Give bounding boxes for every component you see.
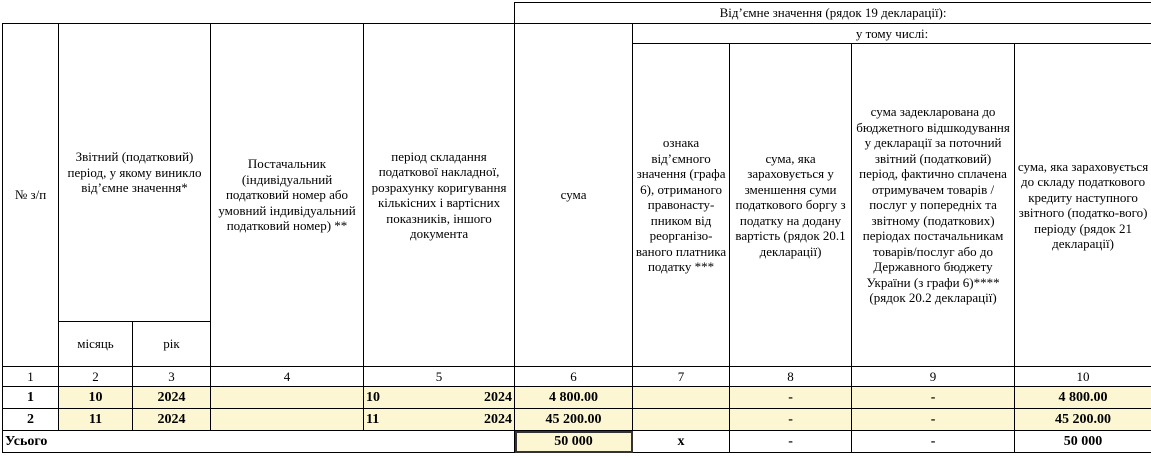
col8-cell[interactable]: -: [730, 387, 852, 409]
total-col8-cell: -: [730, 431, 852, 453]
sum-cell[interactable]: 45 200.00: [515, 409, 633, 431]
doc-month: 10: [366, 389, 380, 405]
period-month-cell[interactable]: 11: [59, 409, 133, 431]
header-doc-period: період складання податкової накладної, розрахунку коригування кількісних і вартісних показників, іншого документа: [364, 24, 515, 367]
col-number: 1: [3, 367, 59, 387]
header-col9: сума задекларована до бюджетного відшкодування у декларації за поточний звітний (податковий) період, фактично сплачена отримувачем товарів / послуг у попередніх та звітному (податкових) періодах постачальникам товарів/послуг або до Державного бюджету України (з графи 6)**** (рядок 20.2 декларації): [852, 44, 1015, 367]
total-sum-cell[interactable]: 50 000: [515, 431, 633, 453]
table-row: [3, 387, 1151, 409]
period-year-cell[interactable]: 2024: [133, 387, 211, 409]
total-row: [3, 431, 1151, 453]
col-number: 4: [211, 367, 364, 387]
header-month: місяць: [59, 322, 133, 367]
row-number: 1: [3, 387, 59, 409]
header-col10: сума, яка зараховується до складу податкового кредиту наступного звітного (податко-вого) періоду (рядок 21 декларації): [1015, 44, 1151, 367]
col9-cell[interactable]: -: [852, 387, 1015, 409]
col-number: 9: [852, 367, 1015, 387]
header-num: № з/п: [3, 24, 59, 367]
col-number: 2: [59, 367, 133, 387]
sign-cell[interactable]: [633, 409, 730, 431]
col-number: 6: [515, 367, 633, 387]
header-sign: ознака від’ємного значення (графа 6), отриманого правонасту-пником від реорганізо-ваного платника податку ***: [633, 44, 730, 367]
doc-year: 2024: [484, 389, 513, 405]
period-year-cell[interactable]: 2024: [133, 409, 211, 431]
period-month-cell[interactable]: 10: [59, 387, 133, 409]
doc-year: 2024: [484, 411, 513, 427]
header-period: Звітний (податковий) період, у якому виникло від’ємне значення*: [59, 24, 211, 322]
total-col9-cell: -: [852, 431, 1015, 453]
total-sign-cell: x: [633, 431, 730, 453]
col-number: 8: [730, 367, 852, 387]
header-sum: сума: [515, 24, 633, 367]
negative-value-header: Від’ємне значення (рядок 19 декларації):: [515, 3, 1151, 24]
row-number: 2: [3, 409, 59, 431]
col10-cell[interactable]: 4 800.00: [1015, 387, 1151, 409]
col-number: 5: [364, 367, 515, 387]
col9-cell[interactable]: -: [852, 409, 1015, 431]
col8-cell[interactable]: -: [730, 409, 852, 431]
col10-cell[interactable]: 45 200.00: [1015, 409, 1151, 431]
supplier-cell[interactable]: [211, 409, 364, 431]
col-number: 10: [1015, 367, 1151, 387]
total-col10-cell: 50 000: [1015, 431, 1151, 453]
col-number: 7: [633, 367, 730, 387]
header-year: рік: [133, 322, 211, 367]
sum-cell[interactable]: 4 800.00: [515, 387, 633, 409]
total-label: Усього: [3, 431, 515, 453]
header-col8: сума, яка зараховується у зменшення суми податкового боргу з податку на додану вартість (рядок 20.1 декларації): [730, 44, 852, 367]
including-header: у тому числі:: [633, 24, 1151, 44]
doc-period-cell[interactable]: [364, 387, 515, 409]
supplier-cell[interactable]: [211, 387, 364, 409]
column-number-row: [3, 367, 1151, 387]
sign-cell[interactable]: [633, 387, 730, 409]
doc-month: 11: [366, 411, 380, 427]
col-number: 3: [133, 367, 211, 387]
table-row: [3, 409, 1151, 431]
doc-period-cell[interactable]: [364, 409, 515, 431]
header-supplier: Постачальник (індивідуальний податковий номер або умовний індивідуальний податковий номер) **: [211, 24, 364, 367]
negative-value-table: [2, 2, 1151, 453]
